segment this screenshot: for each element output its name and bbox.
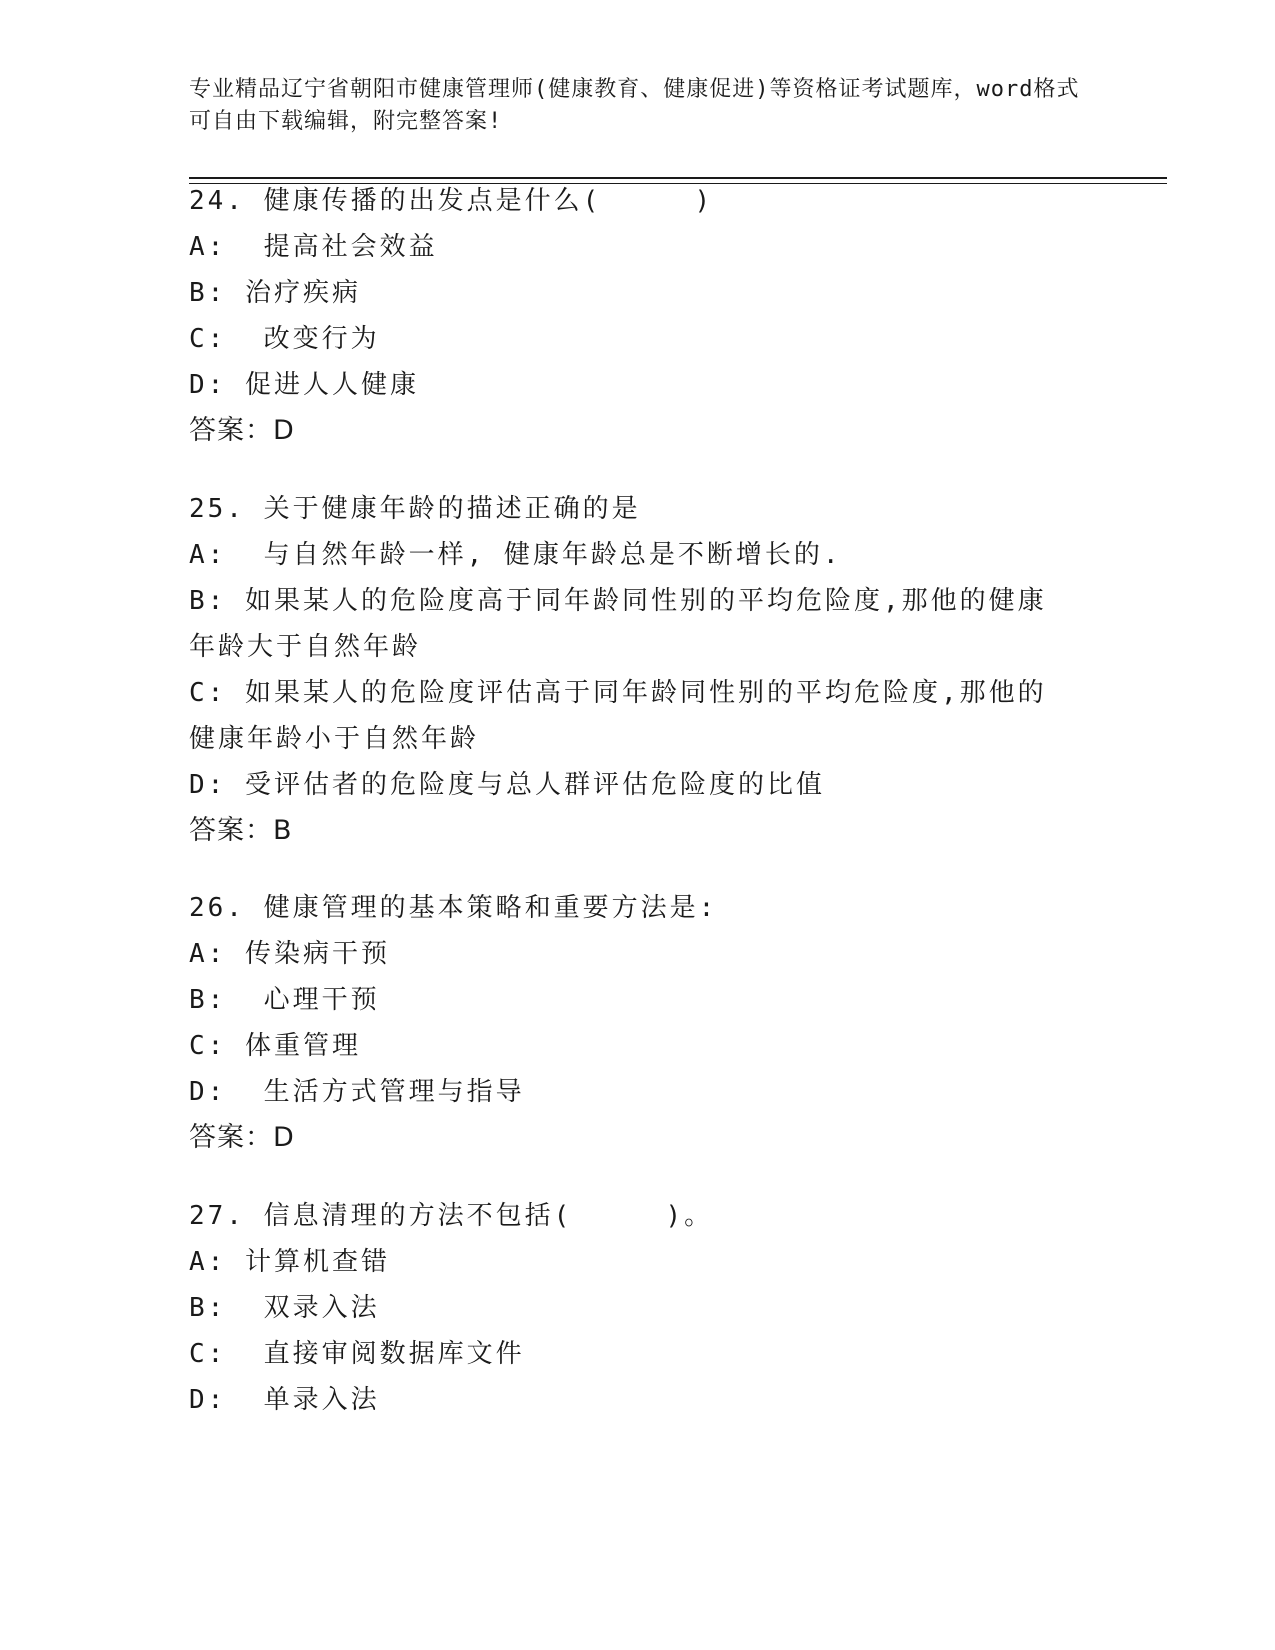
question-24 <box>189 178 1069 454</box>
option-a: A: 传染病干预 <box>189 939 390 969</box>
question-stem: 26. 健康管理的基本策略和重要方法是: <box>189 893 718 923</box>
option-d: D: 促进人人健康 <box>189 370 419 400</box>
option-a: A: 与自然年龄一样, 健康年龄总是不断增长的. <box>189 540 842 570</box>
document-header: 专业精品辽宁省朝阳市健康管理师(健康教育、健康促进)等资格证考试题库，word格式可自由下载编辑，附完整答案! <box>189 77 1080 134</box>
option-c: C: 如果某人的危险度评估高于同年龄同性别的平均危险度,那他的健康年龄小于自然年龄 <box>189 678 1047 754</box>
option-a: A: 提高社会效益 <box>189 232 438 262</box>
option-b: B: 心理干预 <box>189 985 380 1015</box>
option-a: A: 计算机查错 <box>189 1247 390 1277</box>
option-b: B: 双录入法 <box>189 1293 380 1323</box>
option-d: D: 生活方式管理与指导 <box>189 1077 525 1107</box>
option-c: C: 直接审阅数据库文件 <box>189 1339 525 1369</box>
question-26 <box>189 885 1069 1161</box>
option-d: D: 单录入法 <box>189 1385 380 1415</box>
answer-label: 答案：D <box>189 415 295 446</box>
question-27 <box>189 1193 1069 1423</box>
option-c: C: 改变行为 <box>189 324 380 354</box>
answer-label: 答案：B <box>189 815 293 846</box>
option-c: C: 体重管理 <box>189 1031 361 1061</box>
question-stem: 24. 健康传播的出发点是什么( ) <box>189 186 714 216</box>
answer-label: 答案：D <box>189 1122 295 1153</box>
option-b: B: 治疗疾病 <box>189 278 361 308</box>
option-b: B: 如果某人的危险度高于同年龄同性别的平均危险度,那他的健康年龄大于自然年龄 <box>189 586 1047 662</box>
option-d: D: 受评估者的危险度与总人群评估危险度的比值 <box>189 770 825 800</box>
question-25 <box>189 486 1069 854</box>
question-stem: 27. 信息清理的方法不包括( )。 <box>189 1201 714 1231</box>
question-stem: 25. 关于健康年龄的描述正确的是 <box>189 494 641 524</box>
